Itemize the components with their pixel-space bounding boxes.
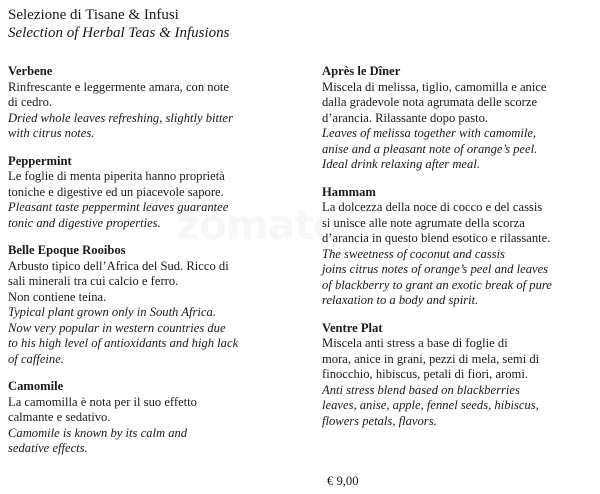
description-line: dalla gradevole nota agrumata delle scorze — [322, 95, 538, 109]
price-row — [327, 472, 358, 490]
description-line: of blackberry to grant an exotic break of pure — [322, 277, 552, 292]
description-line: to his high level of antioxidants and high lack — [8, 336, 239, 350]
description-line: tonic and digestive properties. — [8, 215, 161, 230]
description-line: Rinfrescante e leggermente amara, con note — [8, 79, 229, 94]
menu-entry-description-it — [322, 200, 594, 247]
menu-entry-description-it — [322, 80, 594, 127]
menu-entry — [8, 243, 308, 367]
description-line: Pleasant taste peppermint leaves guarantee — [8, 200, 229, 214]
menu-entry-name: Belle Epoque Rooibos — [8, 243, 126, 257]
description-line: Camomile is known by its calm and — [8, 425, 188, 440]
description-line: Arbusto tipico dell’Africa del Sud. Ricco di — [8, 258, 229, 273]
page-title-italian: Selezione di Tisane & Infusi — [8, 7, 179, 23]
description-line: anise and a pleasant note of orange’s peel. — [322, 141, 538, 156]
menu-column-left — [8, 64, 308, 457]
menu-entry — [322, 185, 594, 309]
description-line: of caffeine. — [8, 351, 64, 366]
description-line: joins citrus notes of orange’s peel and leaves — [322, 262, 549, 276]
menu-entry — [322, 321, 594, 430]
menu-entry-description-en — [8, 200, 308, 231]
menu-entry — [8, 379, 308, 457]
menu-entry-description-en — [8, 426, 308, 457]
description-line: leaves, anise, apple, fennel seeds, hibiscus, — [322, 398, 539, 412]
description-line: sali minerali tra cui calcio e ferro. — [8, 274, 179, 288]
page-title-english: Selection of Herbal Teas & Infusions — [8, 25, 230, 41]
menu-entry-description-it — [8, 259, 308, 306]
description-line: relaxation to a body and spirit. — [322, 293, 479, 307]
menu-entry-name: Camomile — [8, 379, 64, 393]
menu-entry-description-it — [8, 395, 308, 426]
menu-entry-name: Après le Dîner — [322, 64, 401, 78]
menu-entry — [8, 64, 308, 142]
description-line: finocchio, hibiscus, petali di fiori, aromi. — [322, 367, 529, 381]
description-line: Anti stress blend based on blackberries — [322, 382, 520, 397]
description-line: The sweetness of coconut and cassis — [322, 246, 505, 261]
description-line: Non contiene teina. — [8, 289, 107, 304]
menu-entry-description-en — [322, 126, 594, 173]
menu-entry-name: Hammam — [322, 184, 376, 199]
menu-header — [8, 6, 428, 42]
menu-entry-description-it — [8, 80, 308, 111]
menu-entry-description-it — [8, 169, 308, 200]
description-line: Now very popular in western countries due — [8, 320, 226, 335]
menu-entry — [322, 64, 594, 173]
description-line: toniche e digestive ed un piacevole sapore. — [8, 184, 224, 199]
description-line: Miscela anti stress a base di foglie di — [322, 336, 508, 350]
description-line: with citrus notes. — [8, 126, 95, 140]
menu-entry-description-en — [322, 383, 594, 430]
description-line: mora, anice in grani, pezzi di mela, semi di — [322, 351, 540, 366]
description-line: d’arancia in questo blend esotico e rilassante. — [322, 231, 551, 245]
description-line: d’arancia. Rilassante dopo pasto. — [322, 110, 489, 125]
menu-entry — [8, 154, 308, 232]
description-line: Ideal drink relaxing after meal. — [322, 157, 480, 171]
menu-entry-description-it — [322, 336, 594, 383]
menu-entry-description-en — [322, 247, 594, 309]
description-line: di cedro. — [8, 95, 53, 109]
menu-entry-description-en — [8, 305, 308, 367]
menu-entry-name: Peppermint — [8, 153, 72, 168]
description-line: calmante e sedativo. — [8, 410, 111, 424]
price-value: € 9,00 — [327, 474, 359, 488]
menu-entry-name: Verbene — [8, 64, 53, 78]
description-line: Le foglie di menta piperita hanno proprietà — [8, 169, 225, 183]
description-line: si unisce alle note agrumate della scorza — [322, 215, 525, 230]
watermark-label: zomato — [176, 201, 341, 249]
description-line: flowers petals, flavors. — [322, 413, 437, 428]
description-line: Leaves of melissa together with camomile, — [322, 126, 537, 140]
description-line: La dolcezza della noce di cocco e del cassis — [322, 200, 543, 214]
menu-column-right — [322, 64, 594, 429]
description-line: Dried whole leaves refreshing, slightly bitter — [8, 110, 234, 125]
description-line: Miscela di melissa, tiglio, camomilla e anice — [322, 79, 547, 94]
menu-entry-description-en — [8, 111, 308, 142]
description-line: La camomilla è nota per il suo effetto — [8, 394, 197, 409]
description-line: Typical plant grown only in South Africa. — [8, 305, 216, 319]
description-line: sedative effects. — [8, 441, 88, 455]
menu-entry-name: Ventre Plat — [322, 320, 383, 335]
